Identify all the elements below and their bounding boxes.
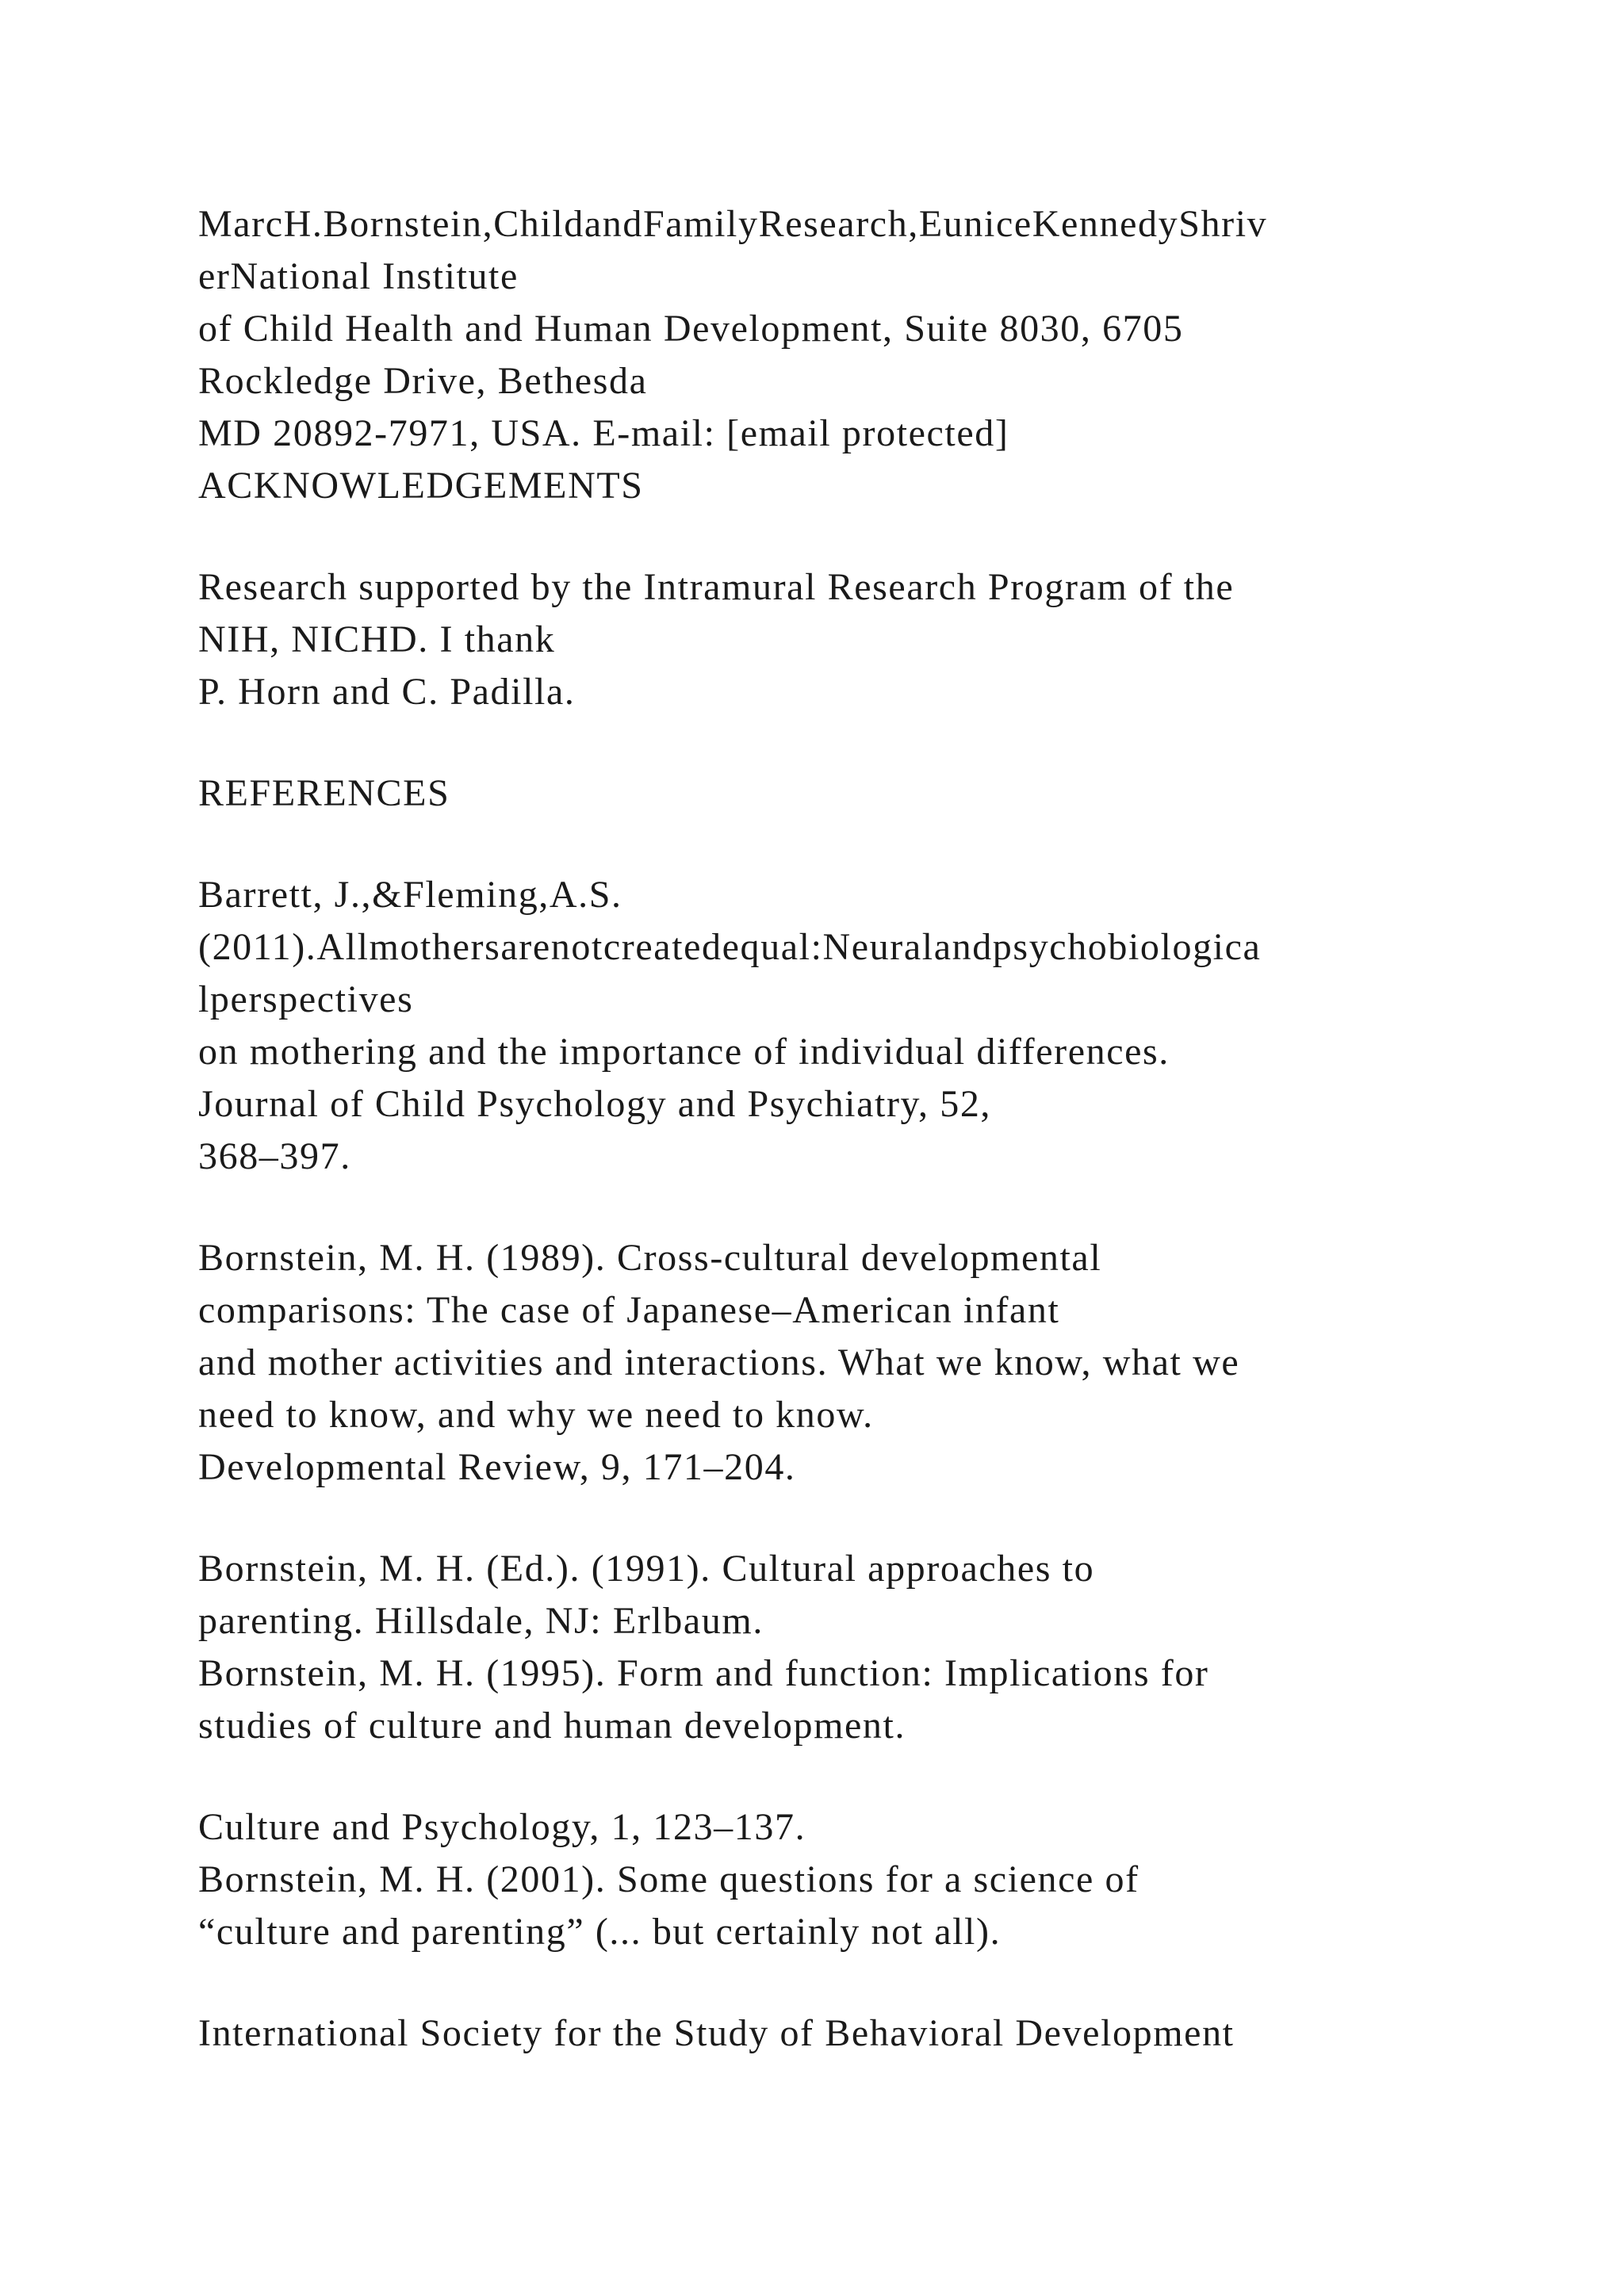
reference-line: parenting. Hillsdale, NJ: Erlbaum. [198, 1600, 764, 1642]
author-address-line: Rockledge Drive, Bethesda [198, 360, 648, 402]
paragraph-gap [198, 718, 1499, 767]
reference-line: 368–397. [198, 1135, 351, 1177]
author-email-line: MD 20892-7971, USA. E-mail: [email protected] [198, 412, 1009, 454]
reference-line: Bornstein, M. H. (2001). Some questions for a science of [198, 1858, 1139, 1900]
acknowledgements-text-line: Research supported by the Intramural Research Program of the [198, 566, 1235, 608]
reference-line: comparisons: The case of Japanese–American infant [198, 1289, 1060, 1331]
acknowledgements-text-line: NIH, NICHD. I thank [198, 618, 556, 660]
acknowledgements-text-line: P. Horn and C. Padilla. [198, 671, 576, 713]
acknowledgements-heading: ACKNOWLEDGEMENTS [198, 465, 644, 507]
reference-line: (2011).Allmothersarenotcreatedequal:Neuralandpsychobiologica [198, 926, 1262, 968]
author-affiliation-line: MarcH.Bornstein,ChildandFamilyResearch,EuniceKennedyShriv [198, 203, 1268, 245]
reference-line: Bornstein, M. H. (1995). Form and function: Implications for [198, 1652, 1209, 1694]
document-page [198, 198, 1499, 2060]
reference-line: and mother activities and interactions. What we know, what we [198, 1341, 1240, 1383]
paragraph-gap [198, 1752, 1499, 1801]
paragraph-gap [198, 1958, 1499, 2007]
reference-line: need to know, and why we need to know. [198, 1394, 874, 1436]
reference-line: Bornstein, M. H. (Ed.). (1991). Cultural approaches to [198, 1548, 1095, 1590]
paragraph-gap [198, 1183, 1499, 1232]
reference-line: Bornstein, M. H. (1989). Cross-cultural developmental [198, 1237, 1102, 1279]
paragraph-gap [198, 820, 1499, 869]
author-address-line: of Child Health and Human Development, Suite 8030, 6705 [198, 308, 1184, 350]
reference-line: Developmental Review, 9, 171–204. [198, 1446, 796, 1488]
reference-line: Culture and Psychology, 1, 123–137. [198, 1806, 806, 1848]
reference-line: Barrett, J.,&Fleming,A.S. [198, 874, 622, 916]
paragraph-gap [198, 1494, 1499, 1543]
footer-society-line: International Society for the Study of Behavioral Development [198, 2012, 1235, 2054]
reference-line: “culture and parenting” (... but certainly not all). [198, 1911, 1002, 1953]
references-heading: REFERENCES [198, 772, 450, 814]
reference-line: lperspectives [198, 978, 414, 1020]
reference-line: Journal of Child Psychology and Psychiatry, 52, [198, 1083, 992, 1125]
reference-line: studies of culture and human development. [198, 1705, 906, 1747]
reference-line: on mothering and the importance of individual differences. [198, 1031, 1170, 1073]
paragraph-gap [198, 512, 1499, 561]
author-affiliation-line: erNational Institute [198, 255, 519, 297]
